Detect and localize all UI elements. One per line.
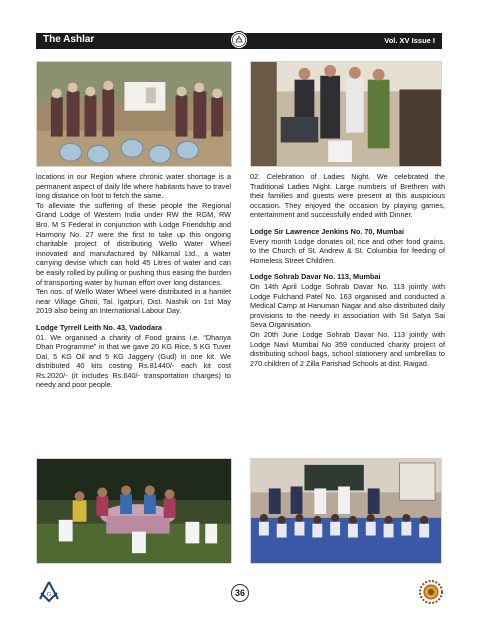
right-paragraph-1: 02. Celebration of Ladies Night. We celebrated the Traditional Ladies Night. Large numbers of Brethren with their families and guests were present at this auspicious occasion. They enjoyed the occasion by playing games, entertainment and successfully ended with Dinner. xyxy=(250,172,445,220)
page-number: 36 xyxy=(231,584,249,602)
header-bar xyxy=(36,33,442,49)
left-paragraph-3: Ten nos. of Wello Water Wheel were distributed in a hamlet near Village Ghoti, Tal. Igatpuri, Dist. Nashik on 1st May 2019 also being an International Labour Day. xyxy=(36,287,231,316)
right-paragraph-4: On 20th June Lodge Sohrab Davar No. 113 jointly with Lodge Navi Mumbai No 359 conducted charity project of distributing school bags, school stationery and umbrellas to 270 children of 2 Zilla Parishad Schools at dist. Raigad. xyxy=(250,329,445,368)
publication-title: The Ashlar xyxy=(43,34,95,45)
ladies-night-photo xyxy=(250,61,442,167)
svg-text:G: G xyxy=(46,592,52,598)
lodge-heading-sohrab-davar: Lodge Sohrab Davar No. 113, Mumbai xyxy=(250,272,381,282)
lodge-heading-lawrence-jenkins: Lodge Sir Lawrence Jenkins No. 70, Mumbai xyxy=(250,226,405,236)
lodge-seal-emblem-icon xyxy=(418,579,444,605)
lodge-heading-tyrrell-leith: Lodge Tyrrell Leith No. 43, Vadodara xyxy=(36,322,162,332)
lodge-logo-icon xyxy=(230,31,248,49)
square-compass-emblem-icon xyxy=(36,579,62,605)
left-paragraph-4: 01. We organised a charity of Food grains i.e. “Dhanya Dhan Programme” in that we gave 20 KG Rice, 5 KG Tuver Dal, 5 KG Oil and 5 KG Jaggery (Gud) in one kit. We distributed 40 kits costing Rs.81440/- each kit cost Rs.2020/- (it includes Rs.640/- transportation charges) to needy and poor people. xyxy=(36,332,231,390)
seated-ladies-photo xyxy=(36,458,232,564)
school-children-photo xyxy=(250,458,442,564)
left-paragraph-1: locations in our Region where chronic water shortage is a permanent aspect of daily life where habitants have to travel long distance on foot to fetch the same. xyxy=(36,172,231,201)
left-column xyxy=(36,172,231,390)
issue-label: Vol. XV Issue I xyxy=(384,36,435,45)
left-paragraph-2: To alleviate the suffering of these people the Regional Grand Lodge of Western India under RW the RGM, RW Bro. M S Federal in conjunction with Lodge Friendship and Harmony No. 27 were the first to take up this ongoing charitable project of distributing Wello Water Wheel innovated and manufactured by Nilkamal Ltd., a water carrying devise which can hold 45 Litres of water and can be easily rolled by pulling or pushing thus easing the burden of transporting water by human effort over long distances. xyxy=(36,200,231,287)
right-paragraph-2: Every month Lodge donates oil, rice and other food grains, to the Church of St. Andrew & St. Columbia for feeding of Homeless Street Children. xyxy=(250,236,445,265)
right-paragraph-3: On 14th April Lodge Sohrab Davar No. 113 jointly with Lodge Fulchand Patel No. 163 organised and conducted a Medical Camp at Hanuman Nagar and also distributed daily provisions to the needy in association with Sri Satya Sai Seva Organisation. xyxy=(250,281,445,330)
water-wheel-photo xyxy=(36,61,232,167)
right-column xyxy=(250,172,445,368)
